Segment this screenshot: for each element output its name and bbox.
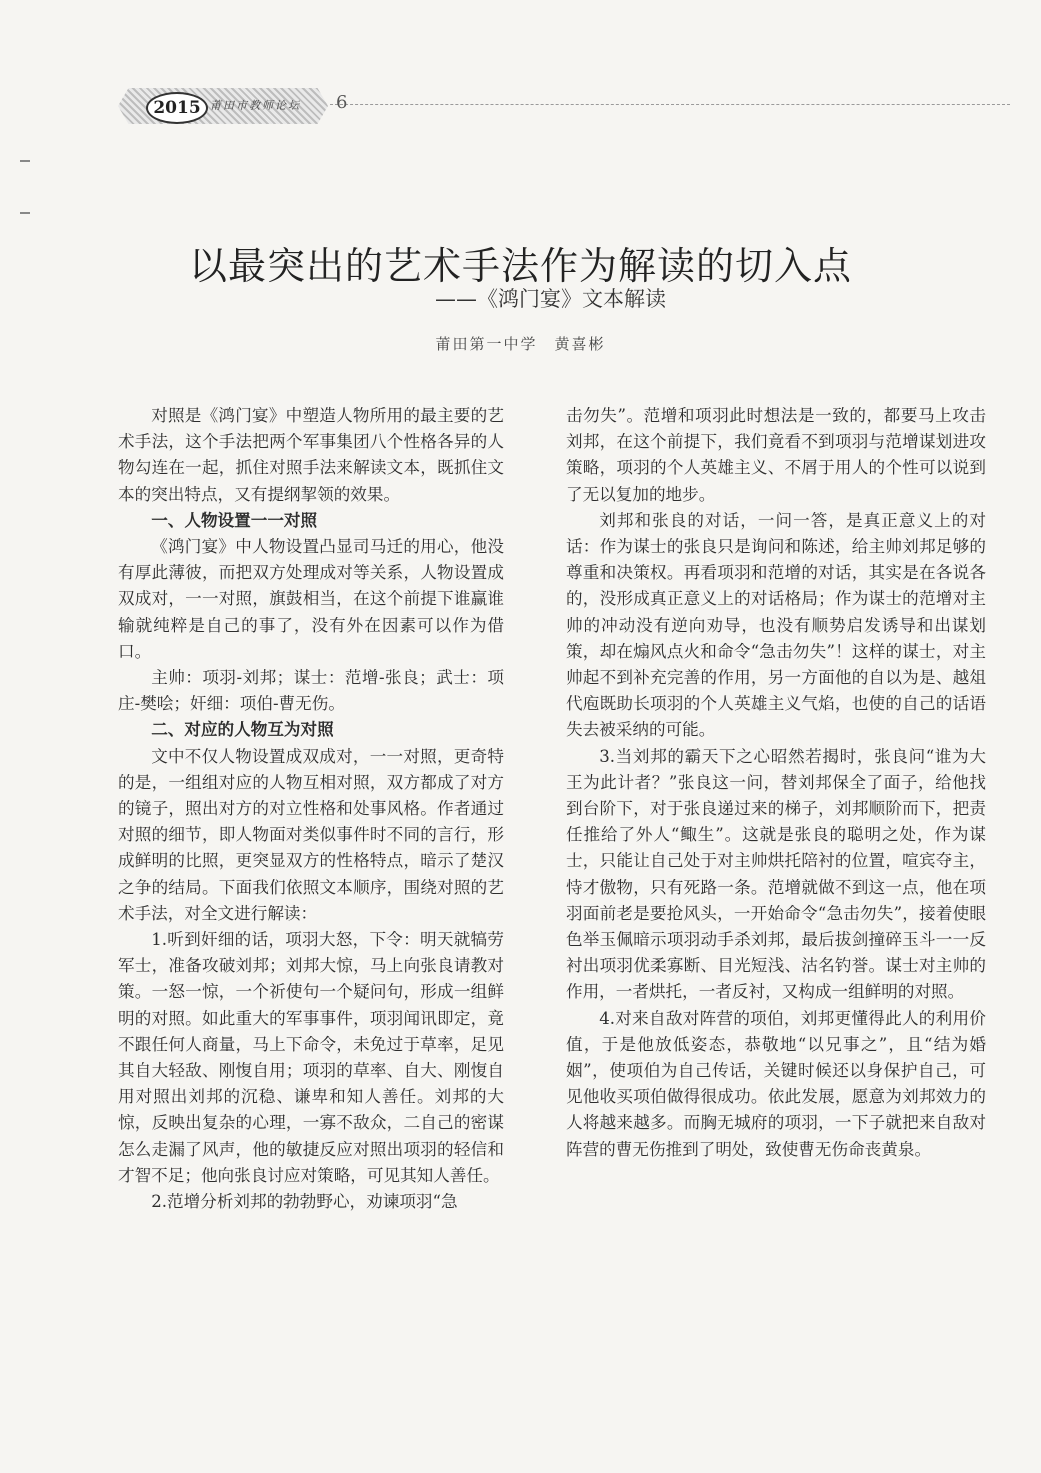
body-paragraph: 对照是《鸿门宴》中塑造人物所用的最主要的艺术手法，这个手法把两个军事集团八个性格各异的人物勾连在一起，抓住对照手法来解读文本，既抓住文本的突出特点，又有提纲挈领的效果。 bbox=[118, 406, 504, 504]
left-column bbox=[118, 403, 504, 1215]
body-paragraph: 《鸿门宴》中人物设置凸显司马迁的用心，他没有厚此薄彼，而把双方处理成对等关系，人物设置成双成对，一一对照，旗鼓相当，在这个前提下谁赢谁输就纯粹是自己的事了，没有外在因素可以作为借口。 bbox=[118, 537, 504, 661]
header-year: 2015 bbox=[146, 92, 208, 124]
running-header bbox=[118, 88, 998, 124]
body-paragraph: 文中不仅人物设置成双成对，一一对照，更奇特的是，一组组对应的人物互相对照，双方都成了对方的镜子，照出对方的对立性格和处事风格。作者通过对照的细节，即人物面对类似事件时不同的言行，形成鲜明的比照，更突显双方的性格特点，暗示了楚汉之争的结局。下面我们依照文本顺序，围绕对照的艺术手法，对全文进行解读： bbox=[118, 746, 504, 923]
journal-name: 莆田市教师论坛 bbox=[210, 99, 301, 112]
article-author: 莆田第一中学 黄喜彬 bbox=[435, 335, 606, 353]
page-number: 6 bbox=[336, 92, 348, 113]
body-paragraph: 3.当刘邦的霸天下之心昭然若揭时，张良问“谁为大王为此计者？”张良这一问，替刘邦保全了面子，给他找到台阶下，对于张良递过来的梯子，刘邦顺阶而下，把责任推给了外人“鲰生”。这就是张良的聪明之处，作为谋士，只能让自己处于对主帅烘托陪衬的位置，喧宾夺主，恃才傲物，只有死路一条。范增就做不到这一点，他在项羽面前老是要抢风头，一开始命令“急击勿失”，接着使眼色举玉佩暗示项羽动手杀刘邦，最后拔剑撞碎玉斗一一反衬出项羽优柔寡断、目光短浅、沽名钓誉。谋士对主帅的作用，一者烘托，一者反衬，又构成一组鲜明的对照。 bbox=[566, 746, 986, 1002]
section-heading: 二、对应的人物互为对照 bbox=[151, 720, 334, 740]
article-title: 以最突出的艺术手法作为解读的切入点 bbox=[188, 244, 852, 289]
body-paragraph: 主帅：项羽-刘邦；谋士：范增-张良；武士：项庄-樊哙；奸细：项伯-曹无伤。 bbox=[118, 668, 504, 714]
margin-mark bbox=[20, 212, 30, 214]
body-paragraph: 击勿失”。范增和项羽此时想法是一致的，都要马上攻击刘邦，在这个前提下，我们竟看不到项羽与范增谋划进攻策略，项羽的个人英雄主义、不屑于用人的个性可以说到了无以复加的地步。 bbox=[566, 406, 986, 504]
article-subtitle: ——《鸿门宴》文本解读 bbox=[435, 287, 666, 311]
section-heading: 一、人物设置一一对照 bbox=[151, 510, 318, 530]
margin-mark bbox=[20, 160, 30, 162]
right-column bbox=[566, 403, 986, 1163]
body-paragraph: 2.范增分析刘邦的勃勃野心，劝谏项羽“急 bbox=[151, 1192, 458, 1212]
body-paragraph: 1.听到奸细的话，项羽大怒，下令：明天就犒劳军士，准备攻破刘邦；刘邦大惊，马上向张良请教对策。一怒一惊，一个祈使句一个疑问句，形成一组鲜明的对照。如此重大的军事事件，项羽闻讯即定，竟不跟任何人商量，马上下命令，未免过于草率，足见其自大轻敌、刚愎自用；项羽的草率、自大、刚愎自用对照出刘邦的沉稳、谦卑和知人善任。刘邦的大惊，反映出复杂的心理，一寡不敌众，二自己的密谋怎么走漏了风声，他的敏捷反应对照出项羽的轻信和才智不足；他向张良讨应对策略，可见其知人善任。 bbox=[118, 930, 504, 1185]
body-paragraph: 刘邦和张良的对话，一问一答，是真正意义上的对话：作为谋士的张良只是询问和陈述，给主帅刘邦足够的尊重和决策权。再看项羽和范增的对话，其实是在各说各的，没形成真正意义上的对话格局；作为谋士的范增对主帅的冲动没有逆向劝导，也没有顺势启发诱导和出谋划策，却在煽风点火和命令“急击勿失”！这样的谋士，对主帅起不到补充完善的作用，另一方面他的自以为是、越俎代庖既助长项羽的个人英雄主义气焰，也使的自己的话语失去被采纳的可能。 bbox=[566, 510, 986, 740]
body-paragraph: 4.对来自敌对阵营的项伯，刘邦更懂得此人的利用价值，于是他放低姿态，恭敬地“以兄事之”，且“结为婚姻”，使项伯为自己传话，关键时候还以身保护自己，可见他收买项伯做得很成功。依此发展，愿意为刘邦效力的人将越来越多。而胸无城府的项羽，一下子就把来自敌对阵营的曹无伤推到了明处，致使曹无伤命丧黄泉。 bbox=[566, 1008, 986, 1159]
